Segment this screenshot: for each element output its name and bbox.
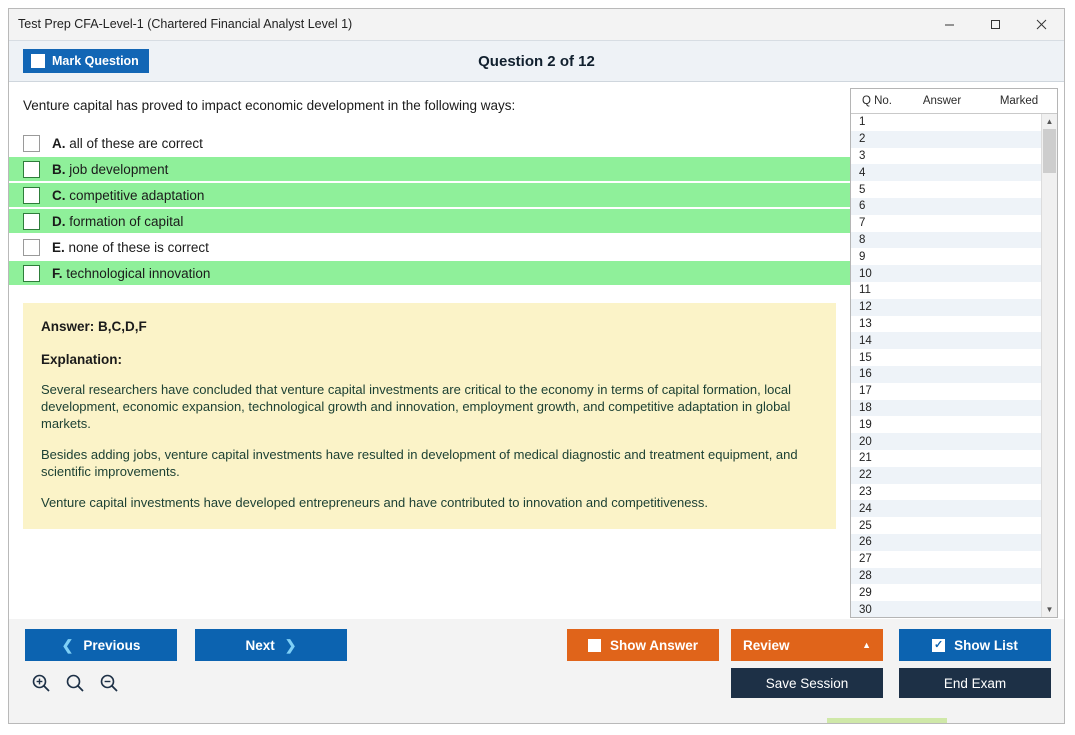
mark-question-button[interactable] <box>23 49 149 73</box>
table-row[interactable] <box>851 114 1041 131</box>
chevron-down-icon: ▲ <box>862 640 871 650</box>
table-row[interactable] <box>851 349 1041 366</box>
zoom-controls <box>29 671 121 695</box>
question-list-header <box>851 89 1057 114</box>
column-header-answer: Answer <box>922 95 962 107</box>
table-row[interactable] <box>851 484 1041 501</box>
table-row[interactable] <box>851 534 1041 551</box>
review-dropdown-button[interactable] <box>731 629 883 661</box>
cell-question-number: 20 <box>859 435 872 448</box>
option-checkbox-f[interactable] <box>23 265 40 282</box>
answer-panel <box>23 303 836 529</box>
save-session-button[interactable] <box>731 668 883 698</box>
answer-line: Answer: B,C,D,F <box>41 319 147 334</box>
cell-question-number: 5 <box>859 183 866 196</box>
cell-question-number: 15 <box>859 351 872 364</box>
mark-question-label: Mark Question <box>52 54 139 68</box>
previous-button[interactable] <box>25 629 177 661</box>
chevron-right-icon: ❯ <box>284 636 297 653</box>
table-row[interactable] <box>851 383 1041 400</box>
explanation-paragraph: Besides adding jobs, venture capital investments have resulted in development of medical diagnostic and treatment equipment, and scientific improvements. <box>41 447 798 479</box>
table-row[interactable] <box>851 164 1041 181</box>
option-label-c: C. competitive adaptation <box>52 187 205 203</box>
option-checkbox-d[interactable] <box>23 213 40 230</box>
table-row[interactable] <box>851 416 1041 433</box>
column-header-marked: Marked <box>999 95 1039 107</box>
show-list-button[interactable] <box>899 629 1051 661</box>
explanation-heading: Explanation: <box>41 352 123 367</box>
save-session-label: Save Session <box>765 675 849 691</box>
table-row[interactable] <box>851 467 1041 484</box>
cell-question-number: 10 <box>859 267 872 280</box>
footer-toolbar <box>9 619 1064 723</box>
explanation-paragraph: Several researchers have concluded that venture capital investments are critical to the economy in terms of capital formation, local development, economic expansion, technological growth and innovation, employment growth, and competitive adaptation in global markets. <box>41 382 792 431</box>
option-row[interactable] <box>9 183 850 207</box>
exam-header <box>9 40 1064 82</box>
cell-question-number: 25 <box>859 519 872 532</box>
option-row[interactable] <box>9 235 850 259</box>
chevron-left-icon: ❮ <box>61 636 74 653</box>
option-list <box>9 131 850 285</box>
review-label: Review <box>743 637 790 653</box>
cell-question-number: 19 <box>859 418 872 431</box>
cell-question-number: 8 <box>859 233 866 246</box>
table-row[interactable] <box>851 500 1041 517</box>
option-row[interactable] <box>9 157 850 181</box>
minimize-icon[interactable] <box>926 9 972 39</box>
table-row[interactable] <box>851 450 1041 467</box>
show-list-checkbox[interactable]: ✓ <box>934 638 944 651</box>
show-answer-label: Show Answer <box>609 637 698 653</box>
cell-question-number: 23 <box>859 485 872 498</box>
mark-question-checkbox[interactable] <box>31 54 45 68</box>
option-label-d: D. formation of capital <box>52 213 184 229</box>
question-list-panel <box>850 88 1058 618</box>
cell-question-number: 28 <box>859 569 872 582</box>
maximize-icon[interactable] <box>972 9 1018 39</box>
option-checkbox-b[interactable] <box>23 161 40 178</box>
cell-question-number: 14 <box>859 334 872 347</box>
table-row[interactable] <box>851 181 1041 198</box>
cell-question-number: 3 <box>859 149 866 162</box>
cell-question-number: 6 <box>859 200 866 213</box>
zoom-reset-icon[interactable] <box>63 671 87 695</box>
scrollbar-thumb[interactable] <box>1043 129 1056 173</box>
cell-question-number: 21 <box>859 452 872 465</box>
cell-question-number: 17 <box>859 385 872 398</box>
table-row[interactable] <box>851 332 1041 349</box>
cell-question-number: 2 <box>859 133 866 146</box>
title-bar <box>9 9 1064 40</box>
option-checkbox-e[interactable] <box>23 239 40 256</box>
option-label-f: F. technological innovation <box>52 265 211 281</box>
table-row[interactable] <box>851 551 1041 568</box>
cell-question-number: 16 <box>859 368 872 381</box>
question-counter: Question 2 of 12 <box>478 52 595 70</box>
window-title: Test Prep CFA-Level-1 (Chartered Financial Analyst Level 1) <box>18 17 353 31</box>
option-checkbox-c[interactable] <box>23 187 40 204</box>
table-row[interactable] <box>851 148 1041 165</box>
exam-body <box>9 82 1064 619</box>
explanation-paragraph: Venture capital investments have developed entrepreneurs and have contributed to innovation and competitiveness. <box>41 495 709 510</box>
cell-question-number: 30 <box>859 603 872 616</box>
cell-question-number: 9 <box>859 250 866 263</box>
show-answer-button[interactable] <box>567 629 719 661</box>
question-pane <box>9 82 850 619</box>
scrollbar-track[interactable] <box>1042 129 1057 602</box>
cell-question-number: 26 <box>859 536 872 549</box>
table-row[interactable] <box>851 517 1041 534</box>
status-sliver <box>827 718 947 723</box>
option-row[interactable] <box>9 131 850 155</box>
option-row[interactable] <box>9 209 850 233</box>
cell-question-number: 11 <box>859 284 871 297</box>
close-icon[interactable] <box>1018 9 1064 39</box>
application-window <box>8 8 1065 724</box>
option-label-b: B. job development <box>52 161 169 177</box>
option-label-a: A. all of these are correct <box>52 135 203 151</box>
table-row[interactable] <box>851 215 1041 232</box>
cell-question-number: 24 <box>859 502 872 515</box>
zoom-out-icon[interactable] <box>97 671 121 695</box>
table-row[interactable] <box>851 433 1041 450</box>
table-row[interactable] <box>851 131 1041 148</box>
table-row[interactable] <box>851 601 1041 617</box>
table-row[interactable] <box>851 584 1041 601</box>
table-row[interactable] <box>851 366 1041 383</box>
scroll-up-icon[interactable]: ▲ <box>1045 117 1054 126</box>
column-header-qno: Q No. <box>861 95 893 107</box>
next-button[interactable] <box>195 629 347 661</box>
next-label: Next <box>245 637 275 653</box>
previous-label: Previous <box>83 637 141 653</box>
table-row[interactable] <box>851 282 1041 299</box>
cell-question-number: 7 <box>859 217 866 230</box>
question-list-body <box>851 114 1057 617</box>
cell-question-number: 27 <box>859 553 872 566</box>
option-checkbox-a[interactable] <box>23 135 40 152</box>
table-row[interactable] <box>851 248 1041 265</box>
table-row[interactable] <box>851 568 1041 585</box>
table-row[interactable] <box>851 299 1041 316</box>
question-list-scrollbar[interactable] <box>1041 114 1057 617</box>
cell-question-number: 22 <box>859 469 872 482</box>
cell-question-number: 4 <box>859 166 866 179</box>
show-answer-checkbox[interactable] <box>588 639 601 652</box>
end-exam-label: End Exam <box>943 675 1007 691</box>
cell-question-number: 18 <box>859 401 872 414</box>
table-row[interactable] <box>851 265 1041 282</box>
scroll-down-icon[interactable]: ▼ <box>1045 605 1054 614</box>
cell-question-number: 13 <box>859 317 872 330</box>
question-stem: Venture capital has proved to impact economic development in the following ways: <box>23 98 516 113</box>
zoom-in-icon[interactable] <box>29 671 53 695</box>
end-exam-button[interactable] <box>899 668 1051 698</box>
table-row[interactable] <box>851 316 1041 333</box>
show-list-label: Show List <box>954 637 1018 653</box>
question-rows[interactable] <box>851 114 1041 617</box>
table-row[interactable] <box>851 400 1041 417</box>
option-row[interactable] <box>9 261 850 285</box>
table-row[interactable] <box>851 232 1041 249</box>
option-label-e: E. none of these is correct <box>52 239 209 255</box>
cell-question-number: 29 <box>859 586 872 599</box>
cell-question-number: 1 <box>859 116 866 129</box>
cell-question-number: 12 <box>859 301 872 314</box>
table-row[interactable] <box>851 198 1041 215</box>
